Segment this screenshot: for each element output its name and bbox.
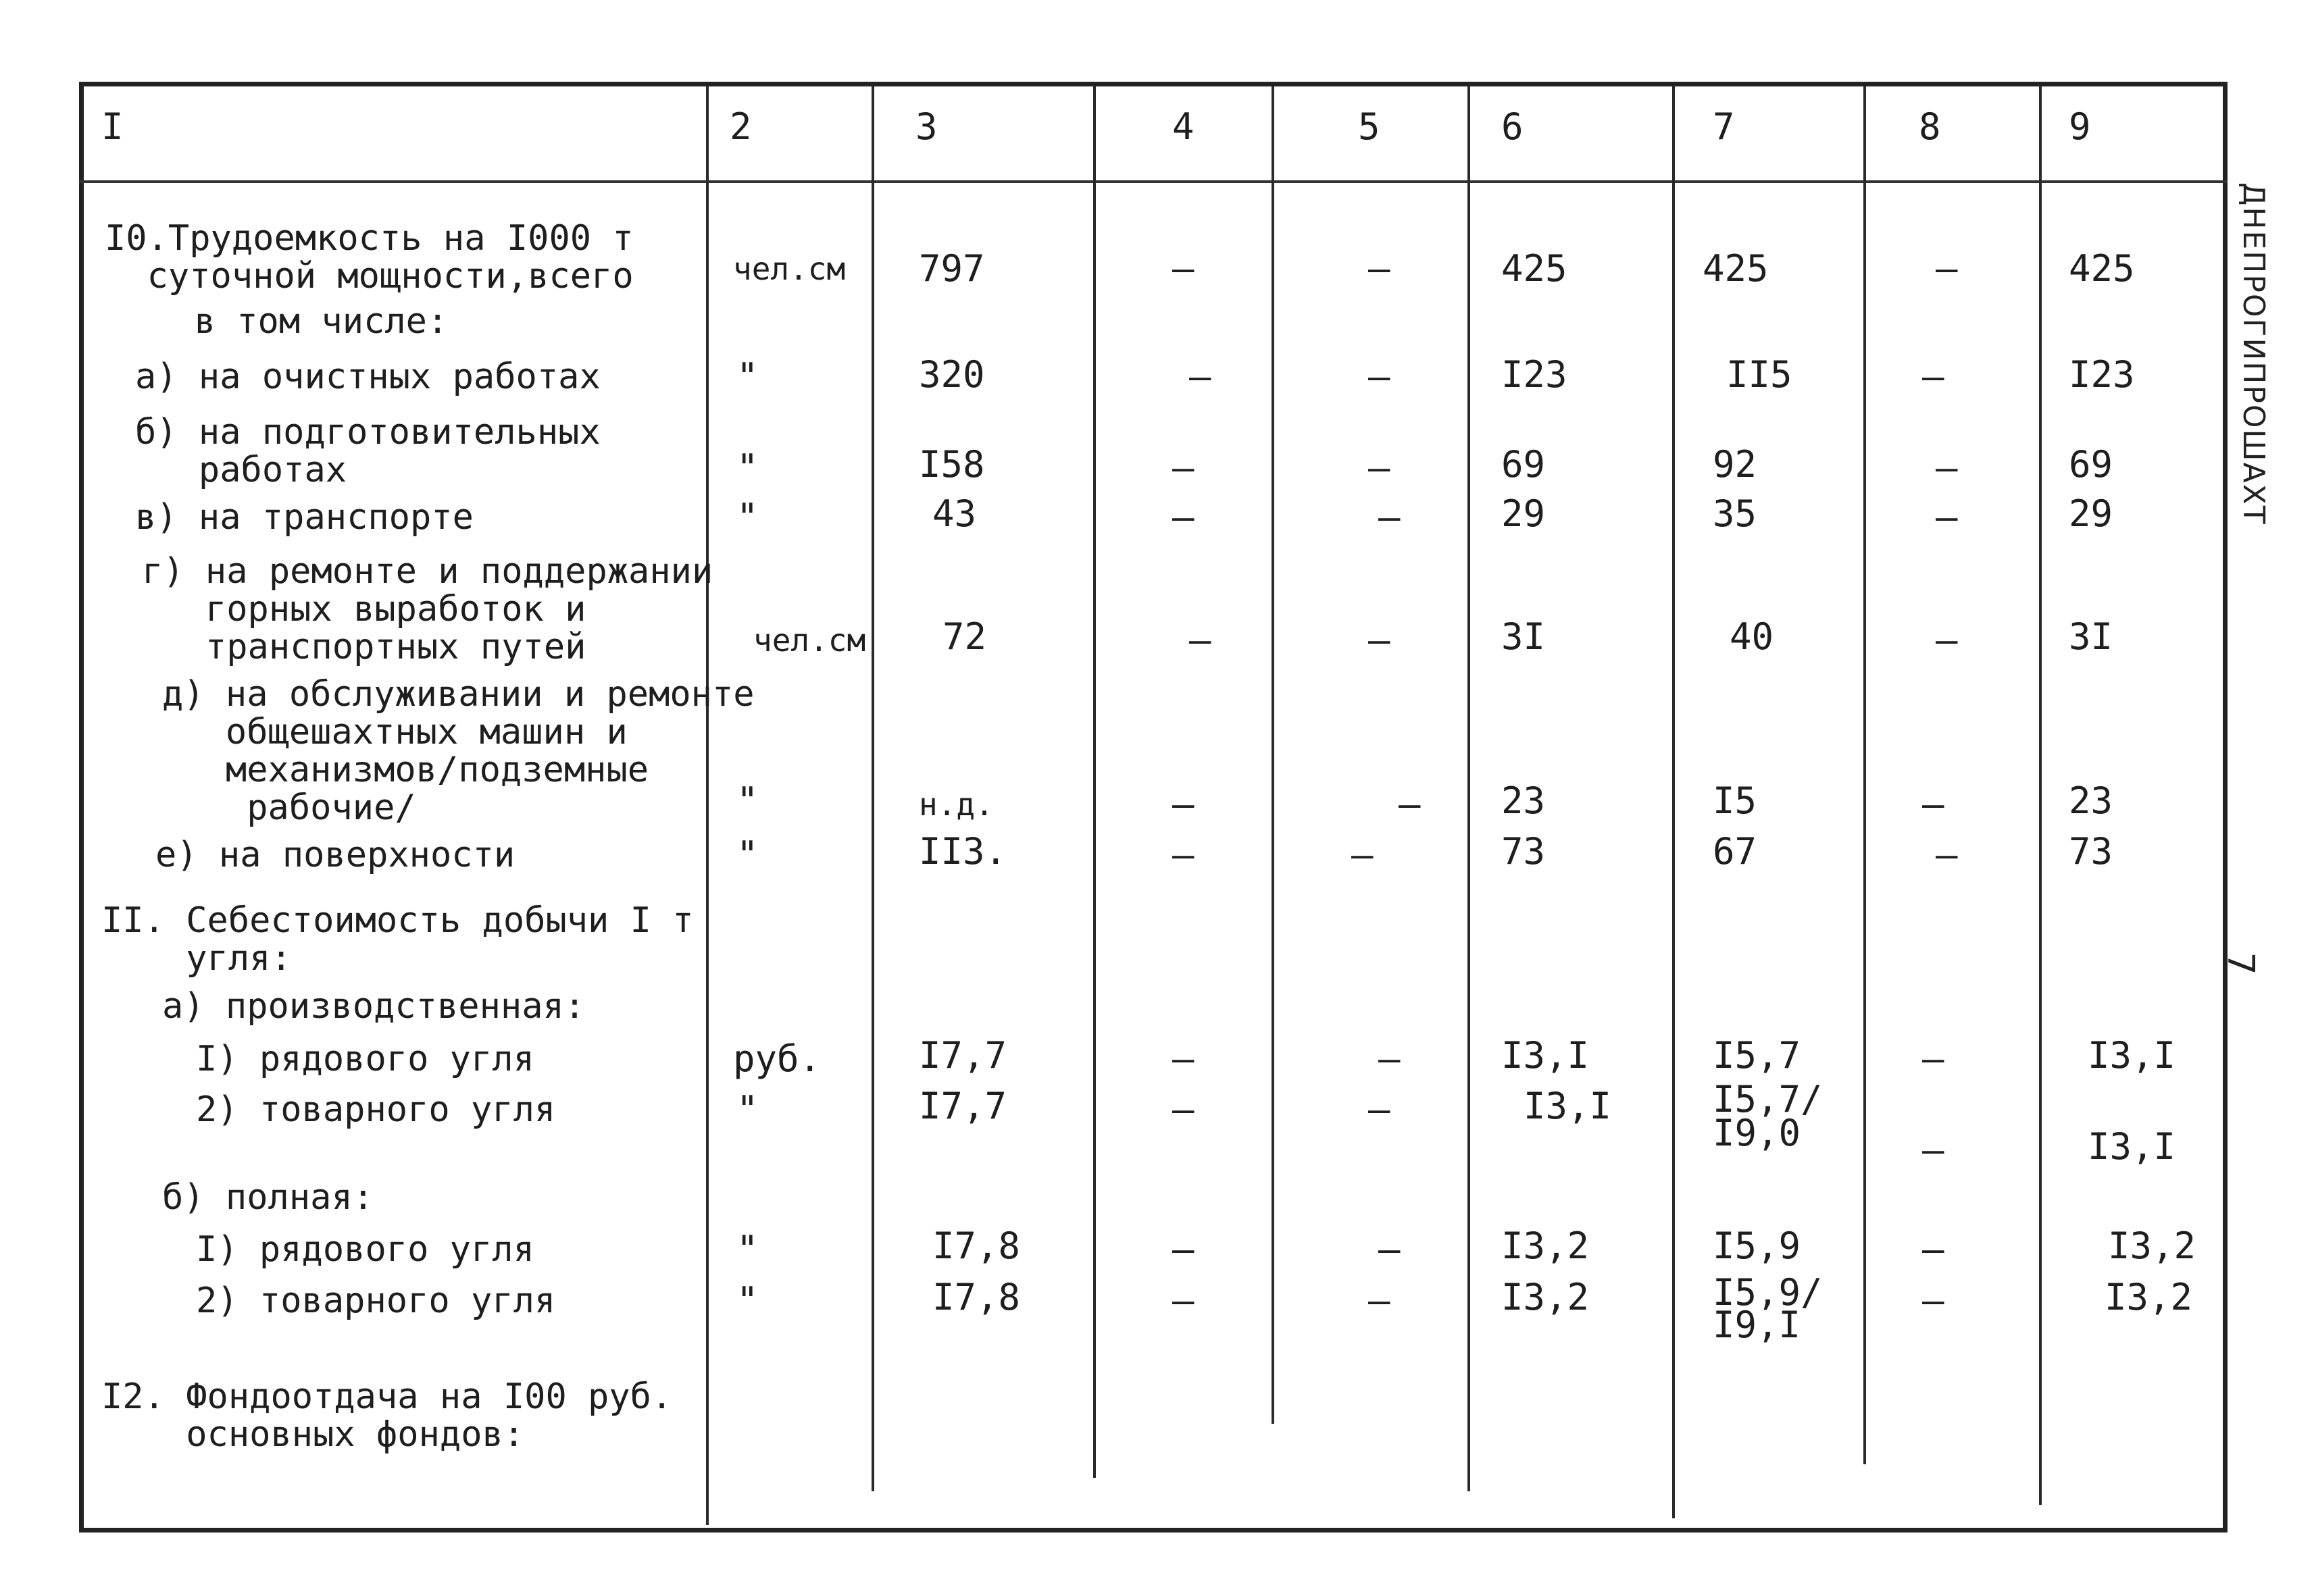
row-label: б) полная: — [162, 1177, 374, 1218]
row-value: I7,8 — [932, 1225, 1021, 1267]
header-col-2: 2 — [730, 105, 752, 148]
row-value: – — [1936, 833, 1958, 876]
header-col-5: 5 — [1358, 105, 1380, 148]
row-value: I5,9 — [1713, 1225, 1801, 1267]
row-value: – — [1922, 1037, 1944, 1080]
row-value: – — [1922, 783, 1944, 825]
row-value: – — [1189, 355, 1211, 398]
row-value: – — [1172, 1279, 1194, 1322]
row-value: – — [1922, 1228, 1944, 1270]
row-value: I3,I — [2088, 1125, 2176, 1168]
row-value: 29 — [2069, 492, 2113, 535]
row-label: II. Себестоимость добычи I т угля: — [101, 900, 694, 979]
header-col-6: 6 — [1501, 105, 1524, 148]
row-value: 72 — [942, 615, 987, 658]
row-value: – — [1368, 446, 1390, 489]
row-value: – — [1172, 1228, 1194, 1270]
column-divider — [872, 86, 874, 1491]
row-value: – — [1172, 783, 1194, 825]
row-value: – — [1922, 1129, 1944, 1171]
column-divider — [1467, 86, 1470, 1491]
header-col-9: 9 — [2069, 105, 2091, 148]
row-value: 797 — [919, 247, 985, 290]
row-value: 73 — [2069, 830, 2113, 873]
row-value: 29 — [1501, 492, 1546, 535]
row-unit: " — [736, 496, 759, 538]
row-unit: чел.см — [733, 251, 846, 287]
column-divider — [1672, 86, 1675, 1518]
row-value: 3I — [2069, 615, 2113, 658]
row-unit: " — [736, 355, 759, 398]
row-value: 43 — [932, 492, 977, 535]
row-value: I5,7 — [1713, 1034, 1801, 1077]
row-value: 67 — [1713, 830, 1757, 873]
row-value: 425 — [2069, 247, 2135, 290]
header-col-3: 3 — [915, 105, 938, 148]
row-unit: " — [736, 833, 759, 876]
header-rule — [79, 180, 2228, 183]
row-value: 35 — [1713, 492, 1757, 535]
row-unit: " — [736, 779, 759, 822]
row-value: 23 — [1501, 779, 1546, 822]
row-label: б) на подготовительных работах — [135, 412, 601, 490]
row-value: – — [1378, 1228, 1401, 1270]
row-value: – — [1172, 446, 1194, 489]
row-value: I3,2 — [2105, 1276, 2193, 1318]
row-value: – — [1936, 496, 1958, 538]
row-unit: " — [736, 1088, 759, 1131]
header-col-1: I — [101, 105, 124, 148]
row-value: – — [1172, 496, 1194, 538]
row-value: 23 — [2069, 779, 2113, 822]
column-divider — [1863, 86, 1866, 1464]
row-value: – — [1172, 1037, 1194, 1080]
row-value: I5,7/ I9,0 — [1713, 1078, 1823, 1154]
row-value: I5 — [1713, 779, 1757, 822]
row-label: в) на транспорте — [135, 497, 474, 538]
row-label: 2) товарного угля — [196, 1281, 556, 1321]
row-value: – — [1368, 1088, 1390, 1131]
side-stamp: ДНЕПРОГИПРОШАХТ — [2236, 182, 2271, 525]
row-value: I3,2 — [2108, 1225, 2196, 1267]
row-unit: " — [736, 1279, 759, 1322]
row-value: – — [1922, 355, 1944, 398]
row-value: I23 — [1501, 353, 1567, 396]
row-value: 73 — [1501, 830, 1546, 873]
row-unit: руб. — [733, 1037, 822, 1080]
row-value: 69 — [2069, 443, 2113, 486]
row-value: I23 — [2069, 353, 2135, 396]
row-value: – — [1351, 833, 1374, 876]
row-value: I3,I — [1501, 1034, 1590, 1077]
row-value: – — [1172, 833, 1194, 876]
row-value: I3,I — [2088, 1034, 2176, 1077]
row-value: I58 — [919, 443, 985, 486]
row-value: I7,8 — [932, 1276, 1021, 1318]
row-label: I) рядового угля — [196, 1039, 534, 1079]
header-col-4: 4 — [1172, 105, 1194, 148]
row-value: – — [1378, 1037, 1401, 1080]
row-value: 320 — [919, 353, 985, 396]
row-value: – — [1936, 247, 1958, 290]
row-value: – — [1936, 619, 1958, 661]
row-value: I5,9/ I9,I — [1713, 1271, 1823, 1346]
row-value: I7,7 — [919, 1085, 1007, 1127]
row-label: е) на поверхности — [155, 835, 515, 875]
row-label: в том числе: — [152, 301, 449, 342]
row-label: I0.Трудоемкость на I000 т суточной мощности,всего — [105, 218, 634, 297]
row-value: 3I — [1501, 615, 1546, 658]
header-col-7: 7 — [1713, 105, 1735, 148]
row-value: 92 — [1713, 443, 1757, 486]
row-label: 2) товарного угля — [196, 1089, 556, 1130]
row-value: – — [1172, 247, 1194, 290]
row-label: г) на ремонте и поддержании горных выработок и транспортных путей — [142, 551, 713, 667]
row-value: – — [1368, 247, 1390, 290]
row-value: – — [1378, 496, 1401, 538]
row-value: I3,2 — [1501, 1225, 1590, 1267]
row-value: 69 — [1501, 443, 1546, 486]
header-col-8: 8 — [1919, 105, 1941, 148]
column-divider — [1093, 86, 1096, 1478]
column-divider — [1272, 86, 1274, 1424]
row-value: – — [1399, 783, 1421, 825]
row-value: I3,I — [1524, 1085, 1612, 1127]
row-value: 425 — [1703, 247, 1769, 290]
row-value: II5 — [1726, 353, 1792, 396]
row-unit: чел.см — [753, 622, 866, 659]
row-value: – — [1368, 1279, 1390, 1322]
row-value: I7,7 — [919, 1034, 1007, 1077]
row-value: – — [1368, 619, 1390, 661]
row-value: – — [1922, 1279, 1944, 1322]
row-label: д) на обслуживании и ремонте общешахтных машин и механизмов/подземные рабочие/ — [162, 674, 755, 828]
row-value: – — [1368, 355, 1390, 398]
row-label: а) на очистных работах — [135, 357, 601, 397]
row-value: – — [1189, 619, 1211, 661]
row-unit: " — [736, 1228, 759, 1270]
row-value: – — [1172, 1088, 1194, 1131]
row-unit: " — [736, 446, 759, 489]
row-value: н.д. — [919, 786, 994, 823]
page-number: 7 — [2219, 952, 2263, 975]
row-value: – — [1936, 446, 1958, 489]
row-value: 425 — [1501, 247, 1567, 290]
row-label: а) производственная: — [162, 986, 586, 1027]
row-label: I2. Фондоотдача на I00 руб. основных фондов: — [101, 1376, 673, 1455]
row-label: I) рядового угля — [196, 1229, 534, 1270]
row-value: II3. — [919, 830, 1007, 873]
row-value: I3,2 — [1501, 1276, 1590, 1318]
column-divider — [2039, 86, 2042, 1505]
row-value: 40 — [1730, 615, 1774, 658]
